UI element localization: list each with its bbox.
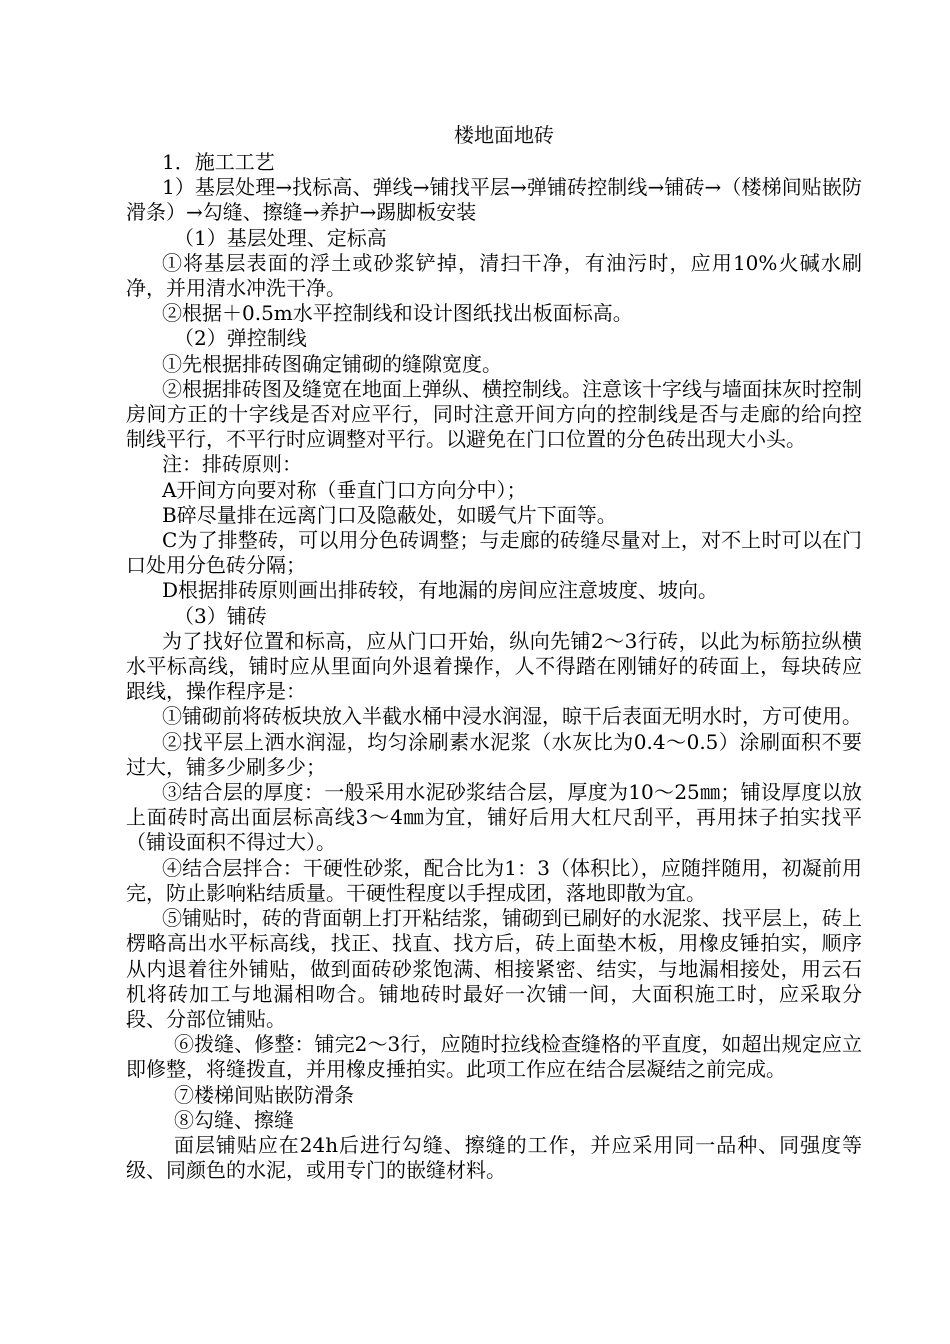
paragraph: ⑦楼梯间贴嵌防滑条 xyxy=(174,1082,354,1107)
paragraph: ①铺砌前将砖板块放入半截水桶中浸水润湿，晾干后表面无明水时，方可使用。 xyxy=(162,704,862,729)
paragraph: 1．施工工艺 xyxy=(162,150,275,174)
paragraph: ⑤铺贴时，砖的背面朝上打开粘结浆，铺砌到已刷好的水泥浆、找平层上，砖上楞略高出水平标高线，找正、找直、找方后，砖上面垫木板，用橡皮锤拍实，顺序从内退着往外铺贴，做到面砖砂浆饱满、相接紧密、结实，与地漏相接处，用云石机将砖加工与地漏相吻合。铺地砖时最好一次铺一间，大面积施工时，应采取分段、分部位铺贴。 xyxy=(126,906,862,1031)
paragraph: （3）铺砖 xyxy=(174,603,267,628)
paragraph: ①先根据排砖图确定铺砌的缝隙宽度。 xyxy=(162,351,502,376)
paragraph: （2）弹控制线 xyxy=(174,326,307,351)
document-body xyxy=(126,120,862,1183)
paragraph: ④结合层拌合：干硬性砂浆，配合比为1：3（体积比），应随拌随用，初凝前用完，防止影响粘结质量。干硬性程度以手捏成团，落地即散为宜。 xyxy=(126,855,862,905)
paragraph: A开间方向要对称（垂直门口方向分中）； xyxy=(162,477,527,502)
paragraph: B碎尽量排在远离门口及隐蔽处，如暖气片下面等。 xyxy=(162,502,617,527)
paragraph: ⑧勾缝、擦缝 xyxy=(174,1107,294,1132)
paragraph: 为了找好位置和标高，应从门口开始，纵向先铺2～3行砖，以此为标筋拉纵横水平标高线，铺时应从里面向外退着操作，人不得踏在刚铺好的砖面上，每块砖应跟线，操作程序是： xyxy=(126,628,862,704)
paragraph: 1）基层处理→找标高、弹线→铺找平层→弹铺砖控制线→铺砖→（楼梯间贴嵌防滑条）→勾缝、擦缝→养护→踢脚板安装 xyxy=(126,175,862,225)
paragraph: ③结合层的厚度：一般采用水泥砂浆结合层，厚度为10～25㎜；铺设厚度以放上面砖时高出面层标高线3～4㎜为宜，铺好后用大杠尺刮平，再用抹子拍实找平（铺设面积不得过大）。 xyxy=(126,780,862,855)
paragraph: ②根据＋0.5m水平控制线和设计图纸找出板面标高。 xyxy=(162,301,633,326)
paragraph: 面层铺贴应在24h后进行勾缝、擦缝的工作，并应采用同一品种、同强度等级、同颜色的水泥，或用专门的嵌缝材料。 xyxy=(126,1132,862,1183)
paragraph: D根据排砖原则画出排砖较，有地漏的房间应注意坡度、坡向。 xyxy=(162,578,719,603)
paragraph: ②根据排砖图及缝宽在地面上弹纵、横控制线。注意该十字线与墙面抹灰时控制房间方正的十字线是否对应平行，同时注意开间方向的控制线是否与走廊的给向控制线平行，不平行时应调整对平行。以避免在门口位置的分色砖出现大小头。 xyxy=(126,376,862,452)
paragraph: C为了排整砖，可以用分色砖调整；与走廊的砖缝尽量对上，对不上时可以在门口处用分色砖分隔； xyxy=(126,528,862,578)
paragraph: （1）基层处理、定标高 xyxy=(174,225,387,250)
paragraph: ①将基层表面的浮土或砂浆铲掉，清扫干净，有油污时，应用10%火碱水刷净，并用清水冲洗干净。 xyxy=(126,250,862,301)
paragraph: ②找平层上洒水润湿，均匀涂刷素水泥浆（水灰比为0.4～0.5）涂刷面积不要过大，铺多少刷多少； xyxy=(126,729,862,779)
paragraph: 注：排砖原则： xyxy=(162,452,302,477)
page-title: 楼地面地砖 xyxy=(454,123,554,147)
paragraph-list xyxy=(126,150,862,1183)
paragraph: ⑥拨缝、修整：铺完2～3行，应随时拉线检查缝格的平直度，如超出规定应立即修整，将缝拨直，并用橡皮捶拍实。此项工作应在结合层凝结之前完成。 xyxy=(126,1032,862,1082)
